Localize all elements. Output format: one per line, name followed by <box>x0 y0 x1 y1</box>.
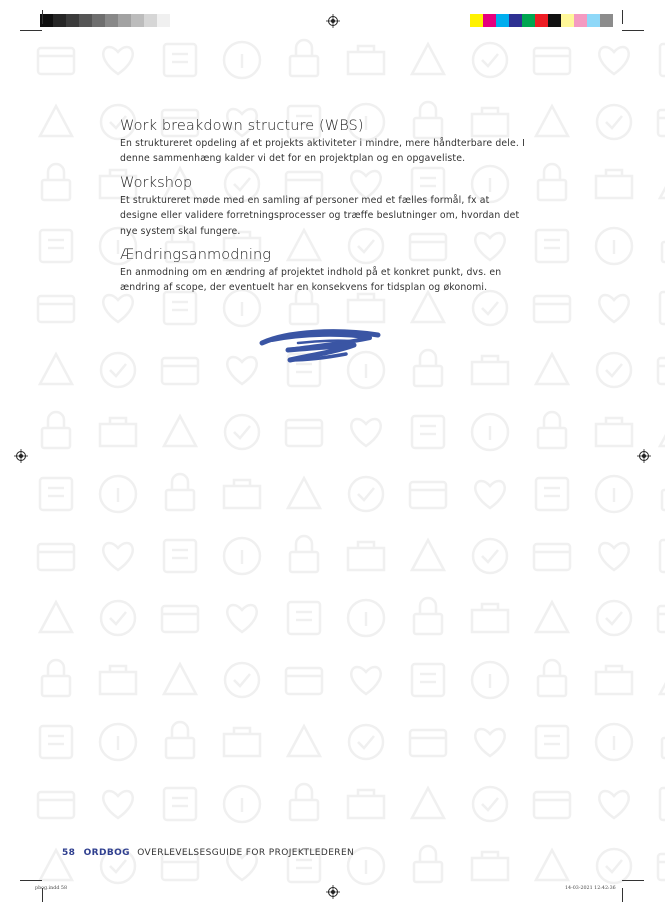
pattern-icon <box>224 786 260 822</box>
color-swatch <box>548 14 561 27</box>
pattern-icon <box>414 350 442 386</box>
definition-line: designe eller validere forretningsprocesser og træffe beslutninger om, hvordan det <box>120 210 520 222</box>
gray-swatch <box>53 14 66 27</box>
crop-mark <box>622 10 623 24</box>
pattern-icon <box>658 110 665 136</box>
pattern-icon <box>660 44 665 76</box>
page-footer <box>62 848 354 858</box>
gray-swatch <box>92 14 105 27</box>
pattern-icon <box>40 106 72 136</box>
color-swatch <box>561 14 574 27</box>
pattern-icon <box>597 601 631 635</box>
pattern-icon <box>660 416 665 446</box>
pattern-icon <box>596 418 632 446</box>
pattern-icon <box>534 544 570 570</box>
gray-swatch <box>144 14 157 27</box>
pattern-icon <box>225 663 259 697</box>
print-slug-timestamp: 14-03-2021 12:42:36 <box>565 886 616 891</box>
page-number: 58 <box>62 848 76 858</box>
pattern-icon <box>351 667 380 694</box>
pattern-icon <box>164 44 196 76</box>
pattern-icon <box>40 726 72 758</box>
pattern-icon <box>349 725 383 759</box>
pattern-icon <box>536 602 568 632</box>
pattern-icon <box>597 353 631 387</box>
pattern-icon <box>475 729 504 756</box>
pattern-icon <box>38 48 74 74</box>
pattern-icon <box>412 788 444 818</box>
pattern-icon <box>164 540 196 572</box>
pattern-icon <box>40 602 72 632</box>
pattern-icon <box>599 47 628 74</box>
pattern-icon <box>164 788 196 820</box>
gray-swatch <box>131 14 144 27</box>
pattern-icon <box>658 854 665 880</box>
pattern-icon <box>290 536 318 572</box>
pattern-icon <box>166 722 194 758</box>
pattern-icon <box>100 418 136 446</box>
pattern-icon <box>349 477 383 511</box>
grayscale-color-bar <box>40 14 170 27</box>
color-swatch <box>600 14 613 27</box>
pattern-icon <box>536 850 568 880</box>
process-color-bar <box>470 14 613 27</box>
pattern-icon <box>596 724 632 760</box>
pattern-icon <box>660 664 665 694</box>
pattern-icon <box>410 482 446 508</box>
color-swatch <box>470 14 483 27</box>
glossary-entry-workshop <box>120 174 550 239</box>
definition-line: ændring af scope, der eventuelt har en konsekvens for tidsplan og økonomi. <box>120 282 488 294</box>
pattern-icon <box>597 849 631 883</box>
pattern-icon <box>348 600 384 636</box>
pattern-icon <box>660 788 665 820</box>
glossary <box>120 117 550 303</box>
crop-mark <box>622 880 644 881</box>
term-title: Work breakdown structure (WBS) <box>120 118 364 134</box>
pattern-icon <box>100 666 136 694</box>
pattern-icon <box>660 292 665 324</box>
pattern-icon <box>227 357 256 384</box>
pattern-icon <box>286 420 322 446</box>
registration-mark-icon <box>326 885 340 899</box>
definition-line: nye system skal fungere. <box>120 225 241 237</box>
pattern-icon <box>472 662 508 698</box>
term-definition <box>120 193 550 239</box>
term-title: Ændringsanmodning <box>120 247 272 264</box>
gray-swatch <box>157 14 170 27</box>
pattern-icon <box>288 602 320 634</box>
pattern-icon <box>534 48 570 74</box>
pattern-icon <box>660 540 665 572</box>
pattern-icon <box>290 784 318 820</box>
term-definition <box>120 265 550 296</box>
pattern-icon <box>164 664 196 694</box>
pattern-icon <box>596 476 632 512</box>
pattern-icon <box>599 791 628 818</box>
pattern-icon <box>658 606 665 632</box>
pattern-icon <box>224 480 260 508</box>
term-definition <box>120 136 550 167</box>
pattern-icon <box>410 730 446 756</box>
definition-line: En anmodning om en ændring af projektet indhold på et konkret punkt, dvs. en <box>120 267 502 279</box>
pattern-icon <box>536 726 568 758</box>
pattern-icon <box>42 164 70 200</box>
pattern-icon <box>162 606 198 632</box>
pattern-icon <box>538 412 566 448</box>
pattern-icon <box>40 230 72 262</box>
color-swatch <box>522 14 535 27</box>
pattern-icon <box>100 724 136 760</box>
pattern-icon <box>472 852 508 880</box>
term-title: Workshop <box>120 174 193 191</box>
crop-mark <box>622 888 623 902</box>
section-name: ORDBOG <box>83 848 130 858</box>
print-slug-file: pbog.indd 58 <box>35 886 68 891</box>
pattern-icon <box>38 296 74 322</box>
registration-mark-icon <box>14 449 28 463</box>
pattern-icon <box>596 170 632 198</box>
pattern-icon <box>351 419 380 446</box>
glossary-entry-wbs <box>120 117 550 167</box>
pattern-icon <box>164 416 196 446</box>
pattern-icon <box>227 605 256 632</box>
pattern-icon <box>224 42 260 78</box>
gray-swatch <box>118 14 131 27</box>
pattern-icon <box>412 540 444 570</box>
scribble-logo-icon <box>258 327 382 365</box>
definition-line: denne sammenhæng kalder vi det for en projektplan og en opgaveliste. <box>120 153 466 165</box>
pattern-icon <box>103 543 132 570</box>
definition-line: Et struktureret møde med en samling af personer med et fælles formål, fx at <box>120 194 490 206</box>
pattern-icon <box>597 105 631 139</box>
pattern-icon <box>473 43 507 77</box>
pattern-icon <box>412 416 444 448</box>
pattern-icon <box>42 660 70 696</box>
pattern-icon <box>101 353 135 387</box>
pattern-icon <box>596 666 632 694</box>
color-swatch <box>574 14 587 27</box>
book-title: OVERLEVELSESGUIDE FOR PROJEKTLEDEREN <box>137 848 355 858</box>
pattern-icon <box>166 474 194 510</box>
glossary-entry-change-request <box>120 246 550 296</box>
pattern-icon <box>414 846 442 882</box>
pattern-icon <box>288 478 320 508</box>
pattern-icon <box>412 44 444 74</box>
color-swatch <box>496 14 509 27</box>
pattern-icon <box>658 358 665 384</box>
gray-swatch <box>105 14 118 27</box>
pattern-icon <box>224 728 260 756</box>
pattern-icon <box>290 40 318 76</box>
pattern-icon <box>660 168 665 198</box>
crop-mark <box>42 10 43 24</box>
pattern-icon <box>472 604 508 632</box>
pattern-icon <box>40 354 72 384</box>
pattern-icon <box>100 476 136 512</box>
pattern-icon <box>599 543 628 570</box>
pattern-icon <box>38 792 74 818</box>
pattern-icon <box>534 792 570 818</box>
pattern-icon <box>40 478 72 510</box>
gray-swatch <box>66 14 79 27</box>
pattern-icon <box>38 544 74 570</box>
crop-mark <box>20 880 42 881</box>
definition-line: En struktureret opdeling af et projekts aktiviteter i mindre, mere håndterbare dele. I <box>120 138 525 149</box>
pattern-icon <box>412 664 444 696</box>
pattern-icon <box>414 598 442 634</box>
color-swatch <box>535 14 548 27</box>
color-swatch <box>483 14 496 27</box>
crop-mark <box>20 30 42 31</box>
registration-mark-icon <box>637 449 651 463</box>
pattern-icon <box>348 542 384 570</box>
pattern-icon <box>348 46 384 74</box>
pattern-icon <box>103 47 132 74</box>
pattern-icon <box>473 787 507 821</box>
pattern-icon <box>286 668 322 694</box>
pattern-icon <box>472 414 508 450</box>
pattern-icon <box>42 412 70 448</box>
pattern-icon <box>599 295 628 322</box>
pattern-icon <box>288 726 320 756</box>
pattern-icon <box>536 478 568 510</box>
pattern-icon <box>473 539 507 573</box>
pattern-icon <box>224 538 260 574</box>
pattern-icon <box>596 228 632 264</box>
pattern-icon <box>475 481 504 508</box>
pattern-icon <box>538 660 566 696</box>
pattern-icon <box>225 415 259 449</box>
pattern-icon <box>103 791 132 818</box>
crop-mark <box>622 30 644 31</box>
gray-swatch <box>79 14 92 27</box>
pattern-icon <box>472 356 508 384</box>
color-swatch <box>587 14 600 27</box>
pattern-icon <box>348 790 384 818</box>
pattern-icon <box>536 354 568 384</box>
pattern-icon <box>162 358 198 384</box>
color-swatch <box>509 14 522 27</box>
registration-mark-icon <box>326 14 340 28</box>
pattern-icon <box>101 601 135 635</box>
